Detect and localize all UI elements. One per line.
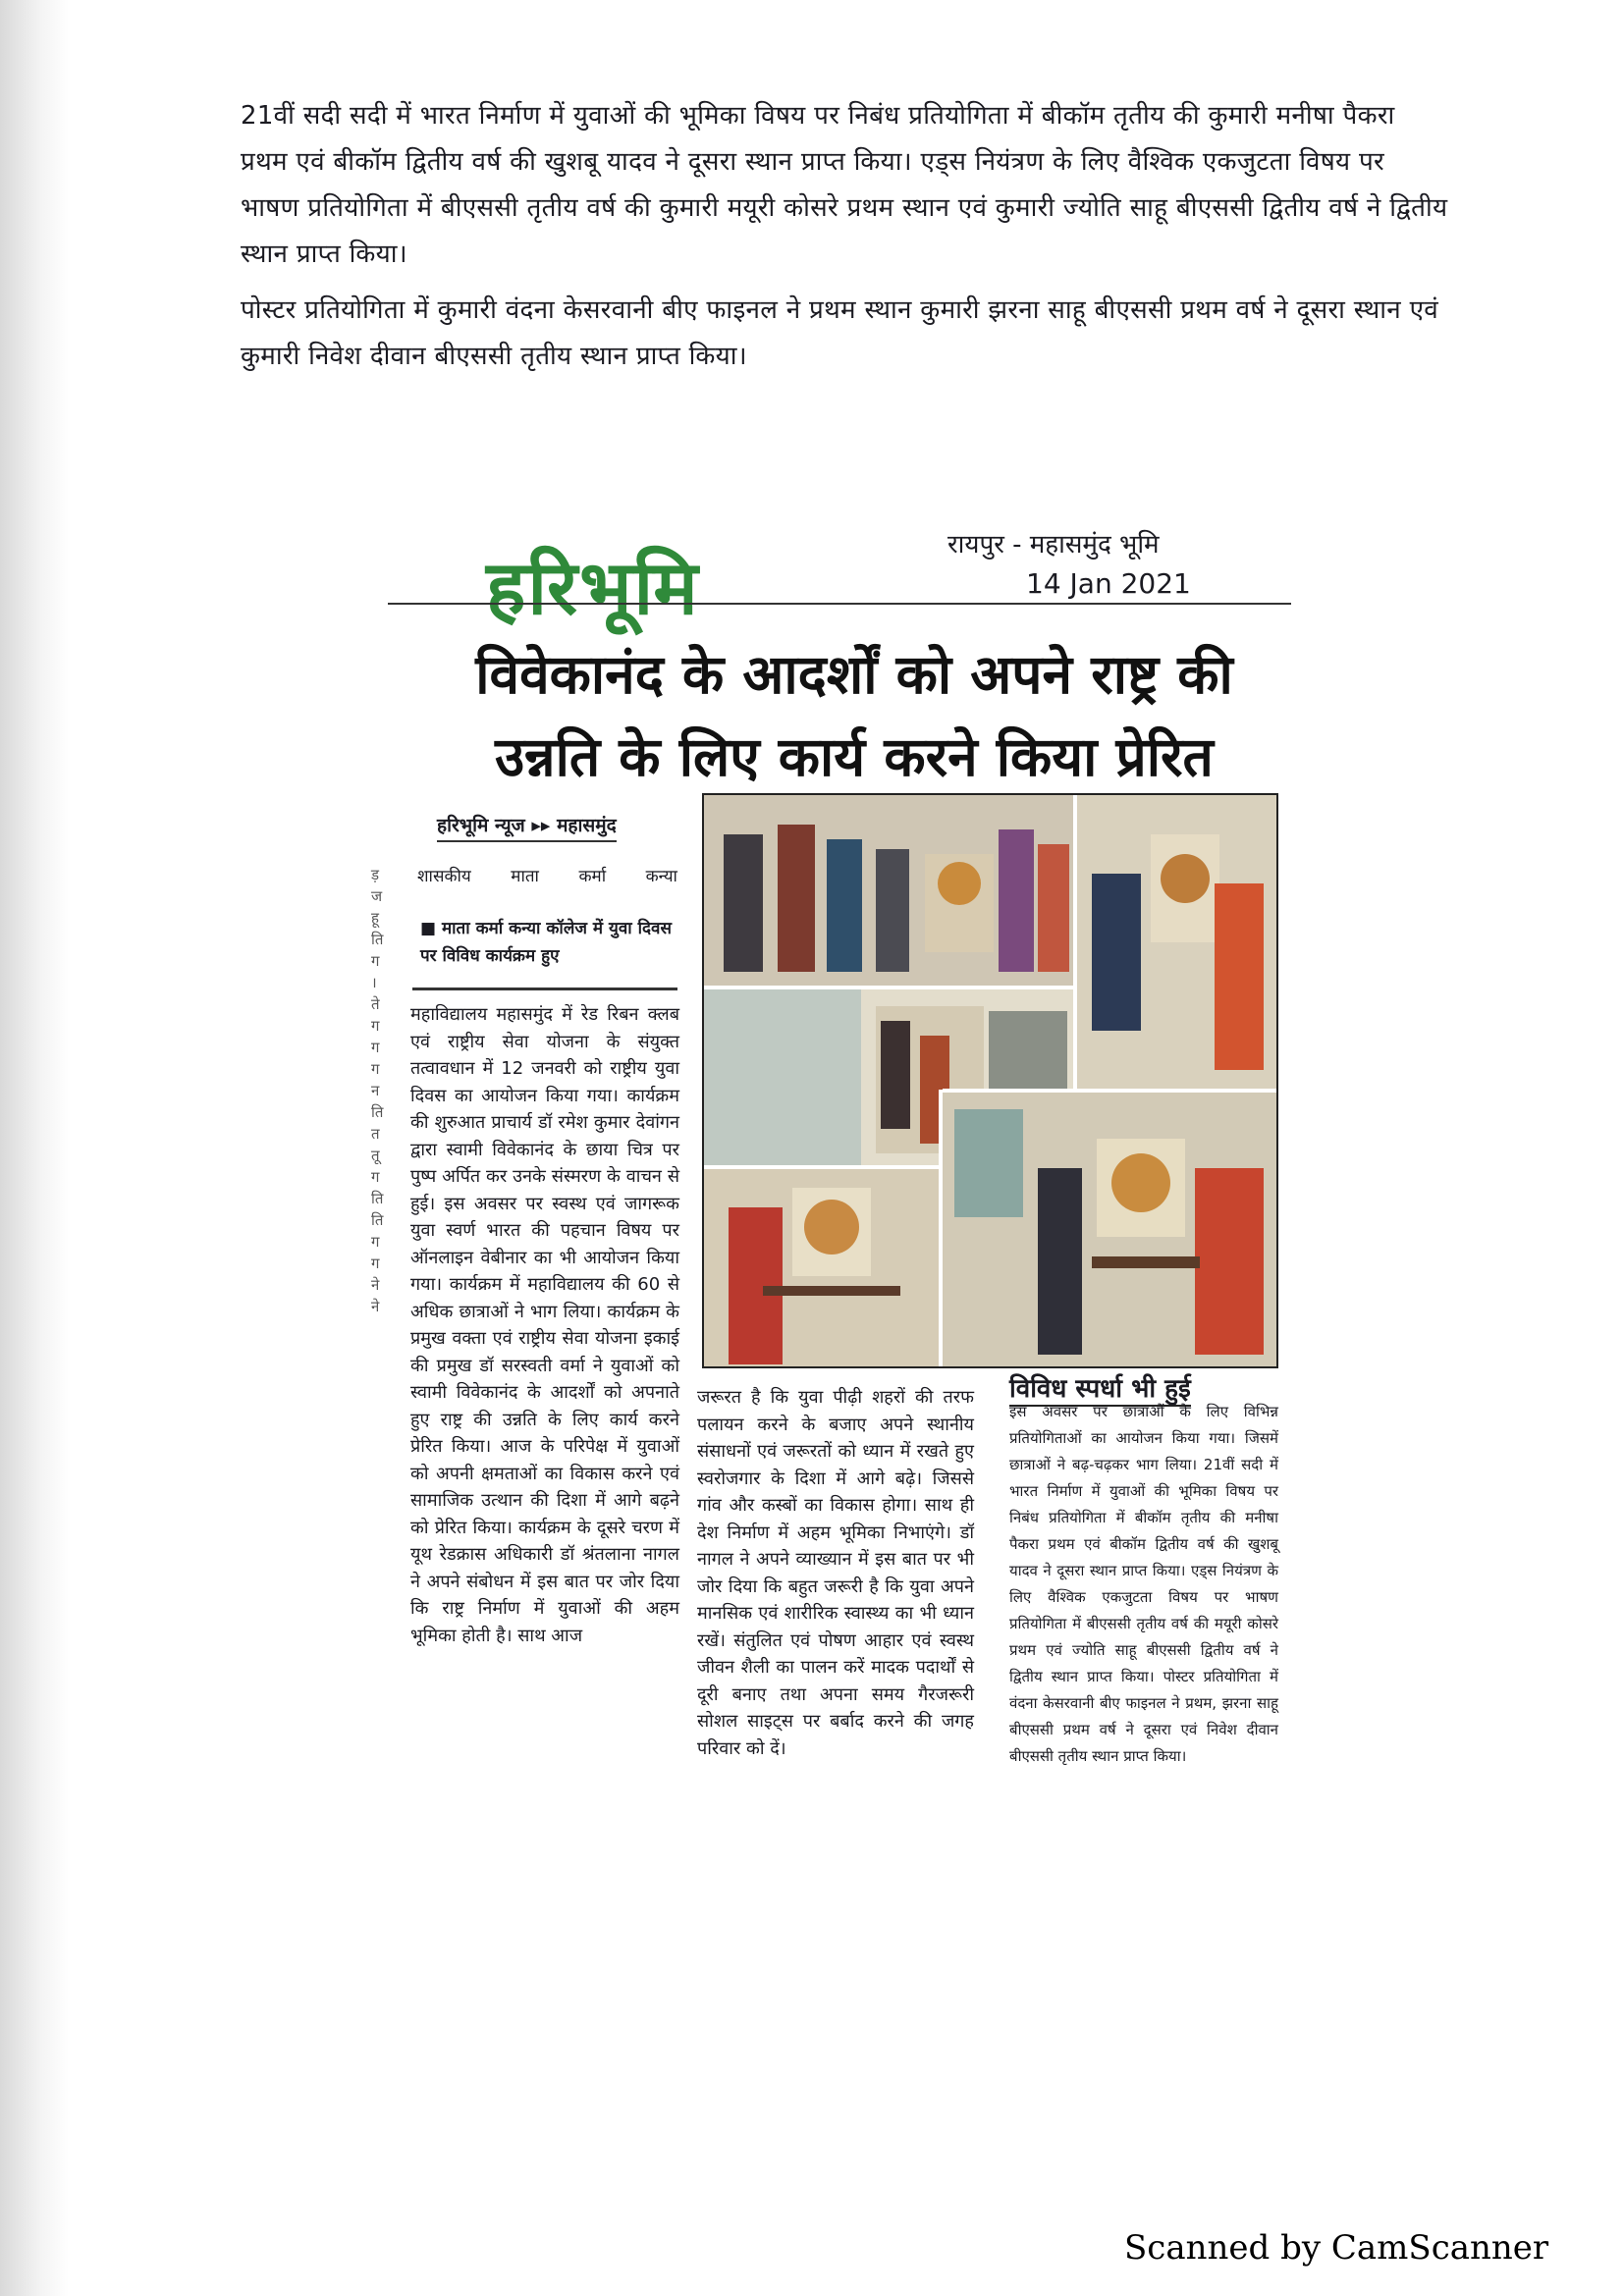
fragment: ।: [371, 974, 377, 991]
headline-line-1: विवेकानंद के आदर्शों को अपने राष्ट्र की: [475, 643, 1233, 706]
headline: [422, 633, 1286, 798]
summary-bullet: [420, 915, 680, 970]
newspaper-masthead: हरिभूमि: [486, 544, 700, 631]
summary-text: माता कर्मा कन्या कॉलेज में युवा दिवस पर विविध कार्यक्रम हुए: [420, 919, 672, 966]
article-column-1: महाविद्यालय महासमुंद में रेड रिबन क्लब एवं राष्ट्रीय सेवा योजना के संयुक्त तत्वावधान में 12 जनवरी को राष्ट्रीय युवा दिवस का आयोजन किया गया। कार्यक्रम की शुरुआत प्राचार्य डॉ रमेश कुमार देवांगन द्वारा स्वामी विवेकानंद के छाया चित्र पर पुष्प अर्पित कर उनके संस्मरण के वाचन से हुई। इस अवसर पर स्वस्थ एवं जागरूक युवा स्वर्ण भारत की पहचान विषय पर ऑनलाइन वेबीनार का भी आयोजन किया गया। कार्यक्रम में महाविद्यालय की 60 से अधिक छात्राओं ने भाग लिया। कार्यक्रम के प्रमुख वक्ता एवं राष्ट्रीय सेवा योजना इकाई की प्रमुख डॉ सरस्वती वर्मा ने युवाओं को स्वामी विवेकानंद के आदर्शों को अपनाते हुए राष्ट्र की उन्नति के लिए कार्य करने प्रेरित किया। आज के परिपेक्ष में युवाओं को अपनी क्षमताओं का विकास करने एवं सामाजिक उत्थान की दिशा में आगे बढ़ने को प्रेरित किया। कार्यक्रम के दूसरे चरण में यूथ रेडक्रास अधिकारी डॉ श्रंतलाना नागल ने अपने संबोधन में इस बात पर जोर दिया कि राष्ट्र निर्माण में युवाओं की अहम भूमिका होती है। साथ आज: [410, 1004, 679, 1646]
place-word: माता: [511, 867, 539, 886]
fragment: ग: [371, 1060, 380, 1078]
intro-paragraph-1: 21वीं सदी सदी में भारत निर्माण में युवाओं की भूमिका विषय पर निबंध प्रतियोगिता में बीकॉम तृतीय की कुमारी मनीषा पैकरा प्रथम एवं बीकॉम द्वितीय वर्ष की खुशबू यादव ने दूसरा स्थान प्राप्त किया। एड्स नियंत्रण के लिए वैश्विक एकजुटता विषय पर भाषण प्रतियोगिता में बीएससी तृतीय वर्ष की कुमारी मयूरी कोसरे प्रथम स्थान एवं कुमारी ज्योति साहू बीएससी द्वितीय वर्ष ने द्वितीय स्थान प्राप्त किया।: [241, 101, 1448, 269]
place-word: कन्या: [645, 867, 677, 886]
fragment: ग: [371, 952, 380, 970]
byline: हरिभूमि न्यूज ▸▸ महासमुंद: [437, 812, 617, 842]
fragment: ति: [371, 1103, 384, 1121]
edition-label: रायपुर - महासमुंद भूमि: [947, 530, 1160, 560]
fragment: ग: [371, 1233, 380, 1251]
fragment: ते: [371, 995, 380, 1013]
fragment: ड़: [371, 866, 380, 883]
fragment: ग: [371, 1017, 380, 1035]
masthead-rule: [388, 603, 1291, 605]
fragment: तू: [371, 1147, 380, 1164]
intro-paragraph-2: पोस्टर प्रतियोगिता में कुमारी वंदना केसरवानी बीए फाइनल ने प्रथम स्थान कुमारी झरना साहू बीएससी प्रथम वर्ष ने दूसरा स्थान एवं कुमारी निवेश दीवान बीएससी तृतीय स्थान प्राप्त किया।: [241, 295, 1439, 371]
fragment: ग: [371, 1168, 380, 1186]
column-3-heading: विविध स्पर्धा भी हुई: [1009, 1369, 1191, 1407]
place-word: कर्मा: [578, 867, 607, 886]
fragment: ग: [371, 1039, 380, 1056]
scan-edge-shadow: [0, 0, 69, 2296]
headline-line-2: उन्नति के लिए कार्य करने किया प्रेरित: [495, 725, 1214, 788]
previous-column-fragments: [371, 864, 389, 1317]
date-label: 14 Jan 2021: [1026, 567, 1191, 600]
bullet-square-icon: ■: [420, 919, 442, 938]
fragment: हू: [371, 909, 379, 927]
fragment: ति: [371, 1211, 384, 1229]
event-photo-collage: [702, 793, 1278, 1368]
summary-rule: [412, 988, 677, 990]
photo-collage-graphic: [704, 795, 1276, 1366]
fragment: ज: [371, 887, 383, 905]
fragment: ने: [371, 1276, 380, 1294]
place-word: शासकीय: [417, 867, 471, 886]
intro-text: [241, 93, 1448, 390]
fragment: ति: [371, 1190, 384, 1207]
scanner-watermark: Scanned by CamScanner: [1124, 2228, 1549, 2268]
fragment: न: [371, 1082, 380, 1099]
fragment: ग: [371, 1255, 380, 1272]
article-column-3: इस अवसर पर छात्राओं के लिए विभिन्न प्रतियोगिताओं का आयोजन किया गया। जिसमें छात्राओं ने बढ़-चढ़कर भाग लिया। 21वीं सदी में भारत निर्माण में युवाओं की भूमिका विषय पर निबंध प्रतियोगिता में बीकॉम तृतीय की मनीषा पैकरा प्रथम एवं बीकॉम द्वितीय वर्ष की खुशबू यादव ने दूसरा स्थान प्राप्त किया। एड्स नियंत्रण के लिए वैश्विक एकजुटता विषय पर भाषण प्रतियोगिता में बीएससी तृतीय वर्ष की मयूरी कोसरे प्रथम एवं ज्योति साहू बीएससी द्वितीय वर्ष ने द्वितीय स्थान प्राप्त किया। पोस्टर प्रतियोगिता में वंदना केसरवानी बीए फाइनल ने प्रथम, झरना साहू बीएससी प्रथम वर्ष ने दूसरा एवं निवेश दीवान बीएससी तृतीय स्थान प्राप्त किया।: [1009, 1403, 1278, 1765]
article-column-2: जरूरत है कि युवा पीढ़ी शहरों की तरफ पलायन करने के बजाए अपने स्थानीय संसाधनों एवं जरूरतों को ध्यान में रखते हुए स्वरोजगार के दिशा में आगे बढ़े। जिससे गांव और कस्बों का विकास होगा। साथ ही देश निर्माण में अहम भूमिका निभाएंगे। डॉ नागल ने अपने व्याख्यान में इस बात पर भी जोर दिया कि बहुत जरूरी है कि युवा अपने मानसिक एवं शारीरिक स्वास्थ्य का भी ध्यान रखें। संतुलित एवं पोषण आहार एवं स्वस्थ जीवन शैली का पालन करें मादक पदार्थों से दूरी बनाए तथा अपना समय गैरजरूरी सोशल साइट्स पर बर्बाद करने की जगह परिवार को दें।: [697, 1387, 974, 1759]
fragment: ति: [371, 931, 384, 948]
fragment: ने: [371, 1298, 380, 1315]
place-line: [417, 864, 677, 886]
fragment: त: [371, 1125, 380, 1143]
